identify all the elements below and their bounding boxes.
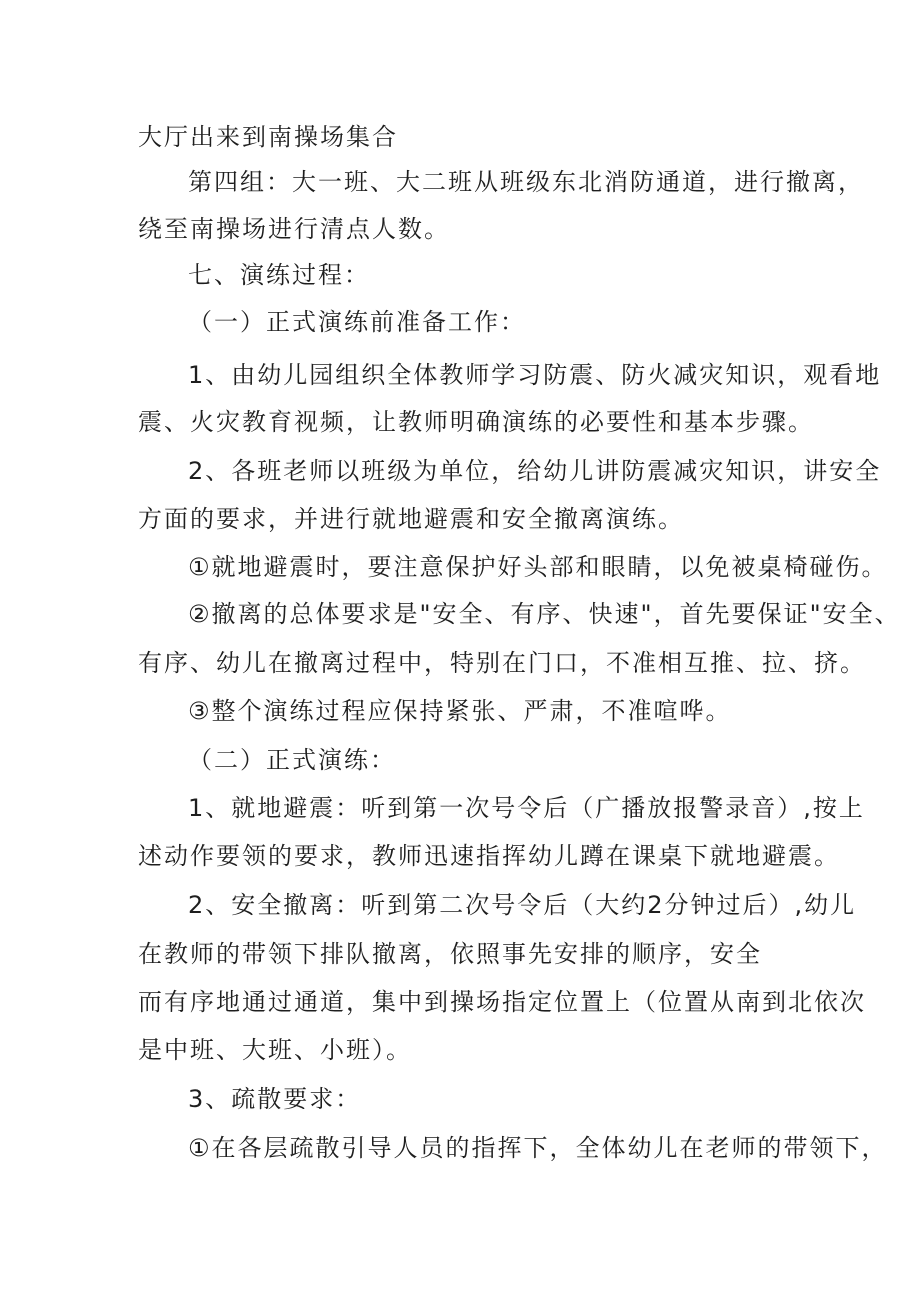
paragraph-line: ①就地避震时，要注意保护好头部和眼睛，以免被桌椅碰伤。 — [188, 553, 888, 581]
paragraph-line: 2、各班老师以班级为单位，给幼儿讲防震减灾知识，讲安全 — [188, 457, 882, 485]
paragraph-line: 七、演练过程： — [188, 261, 370, 289]
paragraph-line: ③整个演练过程应保持紧张、严肃，不准喧哗。 — [188, 697, 732, 725]
paragraph-line: 震、火灾教育视频，让教师明确演练的必要性和基本步骤。 — [138, 408, 814, 436]
paragraph-line: 1、就地避震：听到第一次号令后（广播放报警录音）,按上 — [188, 794, 865, 822]
paragraph-line: ①在各层疏散引导人员的指挥下，全体幼儿在老师的带领下， — [188, 1134, 888, 1162]
paragraph-line: 在教师的带领下排队撤离，依照事先安排的顺序，安全 — [138, 940, 762, 968]
paragraph-line: 3、疏散要求： — [188, 1085, 362, 1113]
paragraph-line: 2、安全撤离：听到第二次号令后（大约2分钟过后）,幼儿 — [188, 891, 857, 919]
paragraph-line: 述动作要领的要求，教师迅速指挥幼儿蹲在课桌下就地避震。 — [138, 842, 840, 870]
paragraph-line: 第四组：大一班、大二班从班级东北消防通道，进行撤离， — [188, 168, 864, 196]
paragraph-line: 绕至南操场进行清点人数。 — [138, 215, 450, 243]
paragraph-line: ②撤离的总体要求是"安全、有序、快速"，首先要保证"安全、 — [188, 600, 901, 628]
paragraph-line: 方面的要求，并进行就地避震和安全撤离演练。 — [138, 505, 684, 533]
paragraph-line: 有序、幼儿在撤离过程中，特别在门口，不准相互推、拉、挤。 — [138, 649, 866, 677]
paragraph-line: （一）正式演练前准备工作： — [188, 308, 526, 336]
paragraph-line: （二）正式演练： — [188, 746, 396, 774]
paragraph-line: 1、由幼儿园组织全体教师学习防震、防火减灾知识，观看地 — [188, 361, 882, 389]
paragraph-line: 是中班、大班、小班）。 — [138, 1036, 412, 1064]
paragraph-line: 大厅出来到南操场集合 — [138, 123, 398, 151]
paragraph-line: 而有序地通过通道，集中到操场指定位置上（位置从南到北依次 — [138, 988, 866, 1016]
